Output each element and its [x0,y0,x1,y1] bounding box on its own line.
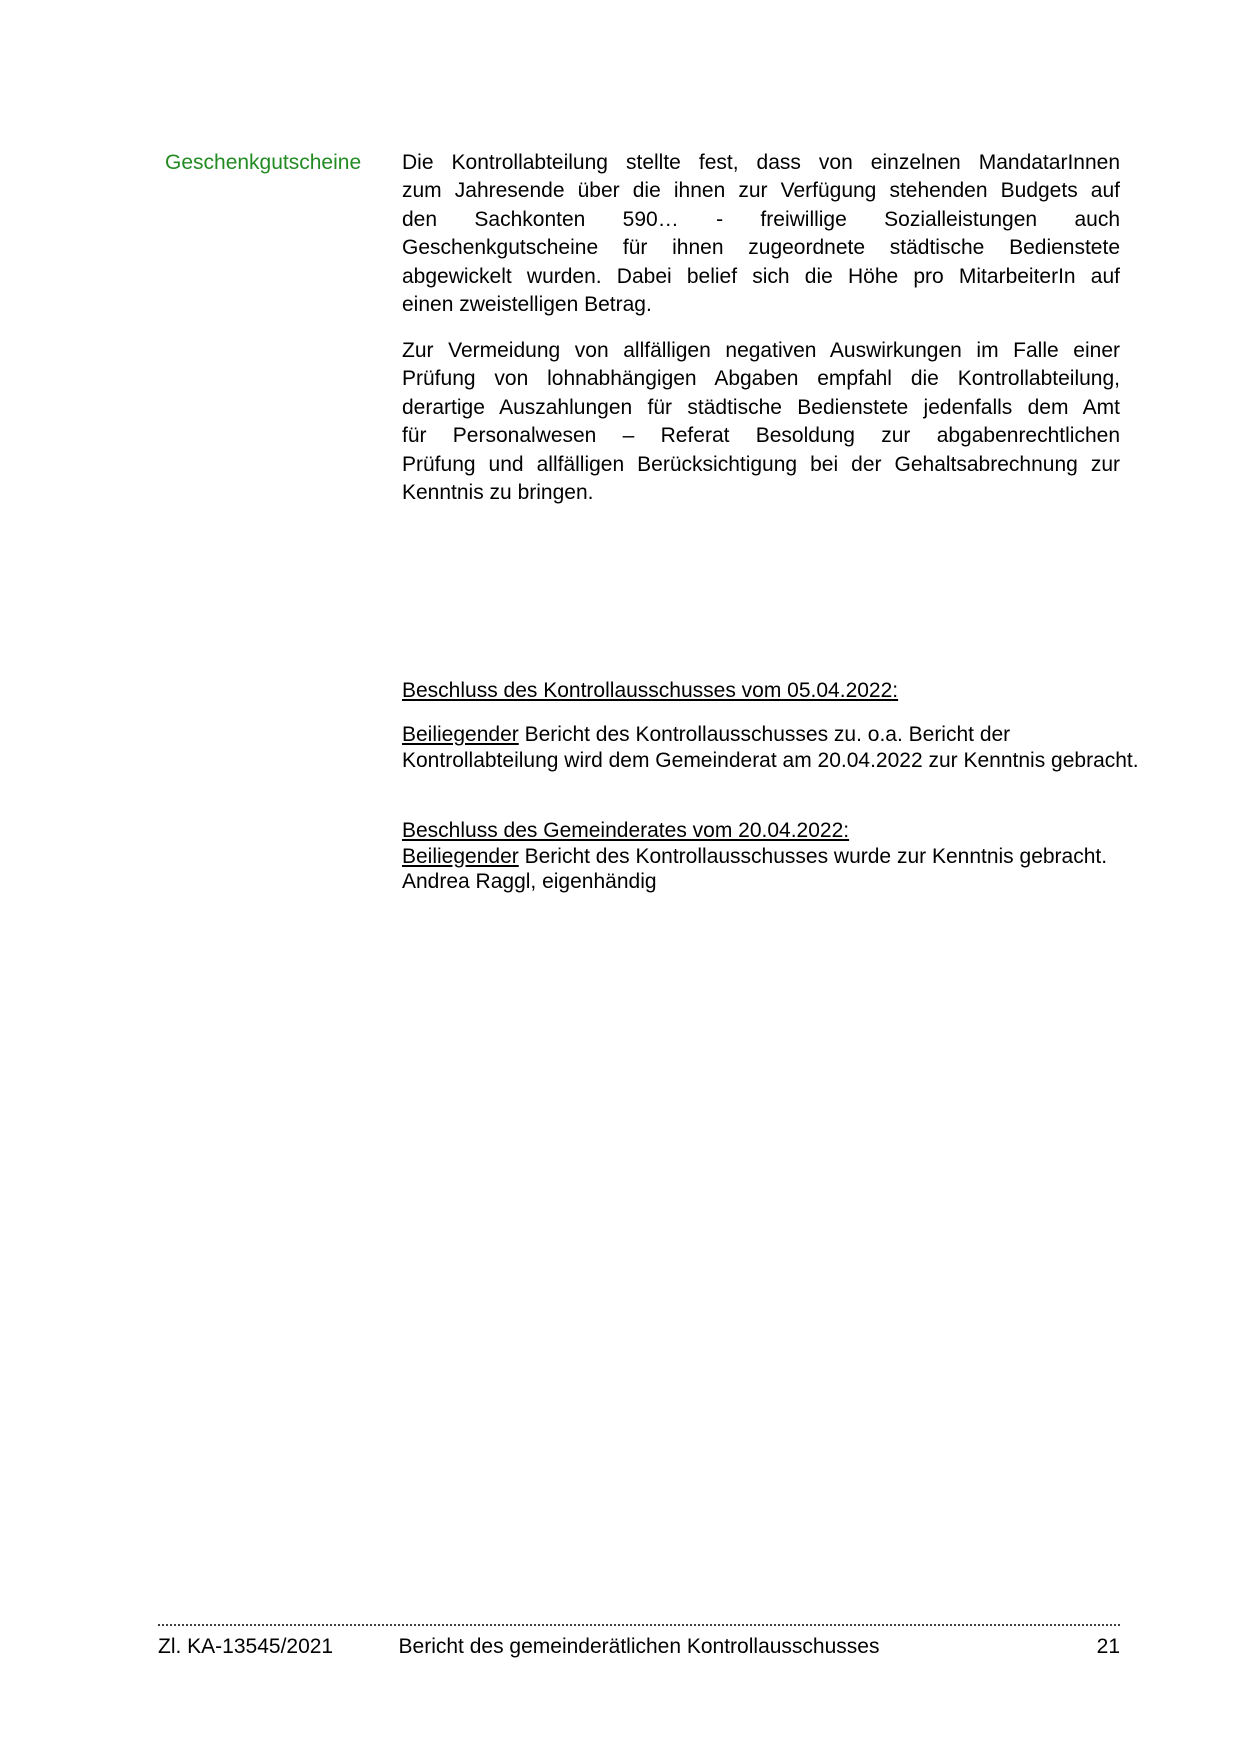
resolution-block-gemeinderat [402,818,1142,895]
paragraph-line: einen zweistelligen Betrag. [402,293,652,317]
page-footer [158,1624,1120,1660]
underlined-word: Beiliegender [402,844,519,868]
resolution-heading-gemeinderat: Beschluss des Gemeinderates vom 20.04.2022: [402,819,850,842]
resolution-body-kontrollausschuss [402,722,1142,774]
paragraph-line: Die Kontrollabteilung stellte fest, dass von einzelnen MandatarInnen [402,151,1120,174]
body-paragraph-2 [402,337,1120,507]
paragraph-line: zum Jahresende über die ihnen zur Verfügung stehenden Budgets auf [402,179,1120,203]
paragraph-line: Geschenkgutscheine für ihnen zugeordnete städtische Bedienstete [402,236,1120,260]
paragraph-line: Prüfung und allfälligen Berücksichtigung bei der Gehaltsabrechnung zur [402,452,1120,476]
footer-reference: Zl. KA-13545/2021 [158,1635,334,1658]
paragraph-line: Prüfung von lohnabhängigen Abgaben empfahl die Kontrollabteilung, [402,367,1120,391]
resolution-heading-kontrollausschuss: Beschluss des Kontrollausschusses vom 05.04.2022: [402,679,899,702]
paragraph-line: Kenntnis zu bringen. [402,481,594,505]
resolution-line-text: Bericht des Kontrollausschusses zu. o.a. Bericht der [518,723,1011,746]
resolution-line-text: Bericht des Kontrollausschusses wurde zur Kenntnis gebracht. [518,844,1108,868]
paragraph-line: Zur Vermeidung von allfälligen negativen Auswirkungen im Falle einer [402,339,1120,362]
paragraph-line: für Personalwesen – Referat Besoldung zur abgabenrechtlichen [402,424,1120,448]
footer-row [158,1634,1120,1660]
paragraph-line: den Sachkonten 590… - freiwillige Sozialleistungen auch [402,207,1120,231]
resolution-line [402,722,1142,748]
resolution-line: Kontrollabteilung wird dem Gemeinderat am 20.04.2022 zur Kenntnis gebracht. [402,749,1139,772]
paragraph-line: abgewickelt wurden. Dabei belief sich die Höhe pro MitarbeiterIn auf [402,264,1120,288]
signature-line: Andrea Raggl, eigenhändig [402,870,657,893]
footer-title: Bericht des gemeinderätlichen Kontrollausschusses [398,1635,880,1658]
paragraph-line: derartige Auszahlungen für städtische Bedienstete jedenfalls dem Amt [402,395,1120,419]
margin-keyword-label: Geschenkgutscheine [165,151,362,174]
body-paragraph-1 [402,149,1120,319]
footer-page-number: 21 [1096,1635,1120,1658]
underlined-word: Beiliegender [402,723,519,746]
resolution-line [402,844,1142,870]
